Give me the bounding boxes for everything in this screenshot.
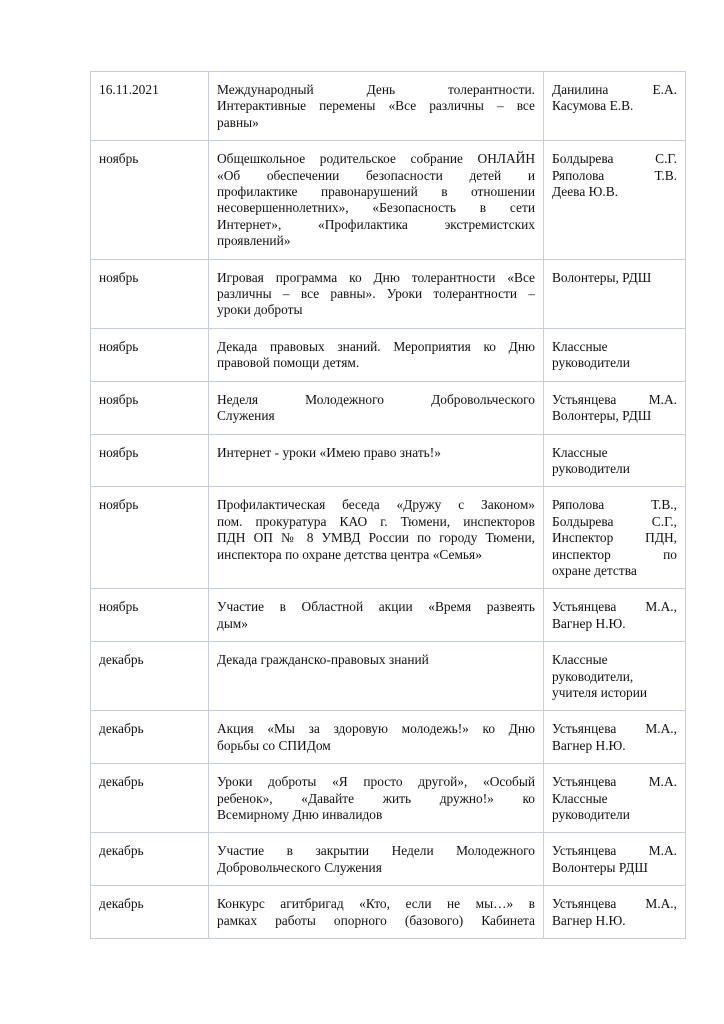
- text-line: Участие в Областной акции «Время развеять: [217, 599, 535, 615]
- event-cell-text: [217, 445, 535, 461]
- text-line: Волонтеры, РДШ: [552, 269, 652, 285]
- event-cell: [209, 642, 544, 711]
- event-cell: [209, 487, 544, 589]
- text-line: ПДН ОП № 8 УМВД России по городу Тюмени,: [217, 530, 535, 546]
- text-line: Добровольческого Служения: [217, 859, 382, 875]
- text-line: ребенок», «Давайте жить дружно!» ко: [217, 790, 535, 806]
- responsible-cell: [544, 764, 686, 833]
- text-line: Всемирному Дню инвалидов: [217, 807, 383, 822]
- text-line: проявлений»: [217, 233, 291, 249]
- text-line: Касумова Е.В.: [552, 98, 634, 114]
- text-line: Неделя Молодежного Добровольческого: [217, 391, 535, 407]
- text-line: Декада гражданско-правовых знаний: [217, 652, 429, 668]
- event-cell-text: [217, 721, 535, 754]
- responsible-cell-text: [552, 721, 677, 754]
- text-line: Конкурс агитбригад «Кто, если не мы…» в: [217, 896, 535, 912]
- responsible-cell: [544, 589, 686, 642]
- event-cell: [209, 259, 544, 328]
- responsible-cell-text: [552, 497, 677, 579]
- responsible-cell: [544, 642, 686, 711]
- event-cell-text: [217, 270, 535, 319]
- text-line: инспектора по охране детства центра «Семья»: [217, 546, 482, 562]
- table-row: [91, 764, 686, 833]
- responsible-cell: [544, 259, 686, 328]
- text-line: Ряполова Т.В.,: [552, 497, 677, 513]
- text-line: Профилактическая беседа «Дружу с Законом»: [217, 497, 535, 513]
- date-cell: ноябрь: [91, 487, 209, 589]
- text-line: Инспектор ПДН,: [552, 530, 677, 546]
- event-cell: [209, 381, 544, 434]
- date-cell: 16.11.2021: [91, 72, 209, 141]
- text-line: Устьянцева М.А.,: [552, 599, 677, 615]
- text-line: различны – все равны». Уроки толерантности –: [217, 286, 535, 302]
- table-row: [91, 487, 686, 589]
- responsible-cell-text: [552, 339, 677, 372]
- text-line: пом. прокуратура КАО г. Тюмени, инспекторов: [217, 513, 535, 529]
- date-cell: декабрь: [91, 833, 209, 886]
- date-cell: декабрь: [91, 764, 209, 833]
- text-line: Вагнер Н.Ю.: [552, 615, 626, 631]
- responsible-cell-text: [552, 843, 677, 876]
- responsible-cell: [544, 328, 686, 381]
- table-row: [91, 589, 686, 642]
- responsible-cell-text: [552, 151, 677, 200]
- responsible-cell-text: [552, 392, 677, 425]
- text-line: Декада правовых знаний. Мероприятия ко Дню: [217, 338, 535, 354]
- event-cell-text: [217, 599, 535, 632]
- table-row: [91, 642, 686, 711]
- text-line: Международный День толерантности.: [217, 82, 535, 97]
- text-line: Болдырева С.Г.: [552, 151, 677, 167]
- event-cell-text: [217, 392, 535, 425]
- text-line: Вагнер Н.Ю.: [552, 912, 626, 928]
- text-line: Уроки доброты «Я просто другой», «Особый: [217, 774, 535, 790]
- text-line: Данилина Е.А.: [552, 82, 677, 97]
- table-row: [91, 381, 686, 434]
- date-cell: декабрь: [91, 711, 209, 764]
- responsible-cell-text: [552, 82, 677, 115]
- text-line: дым»: [217, 615, 248, 631]
- event-cell: [209, 711, 544, 764]
- date-cell: ноябрь: [91, 259, 209, 328]
- event-cell: [209, 886, 544, 939]
- text-line: руководители: [552, 355, 630, 371]
- text-line: учителя истории: [552, 684, 648, 700]
- text-line: «Об обеспечении безопасности детей и: [217, 167, 535, 183]
- text-line: Участие в закрытии Недели Молодежного: [217, 843, 535, 859]
- event-cell-text: [217, 896, 535, 929]
- text-line: Устьянцева М.А.: [552, 774, 677, 790]
- responsible-cell-text: [552, 270, 677, 286]
- text-line: Классные: [552, 790, 608, 806]
- event-cell-text: [217, 774, 535, 823]
- event-cell: [209, 833, 544, 886]
- table-row: [91, 141, 686, 259]
- table-row: [91, 886, 686, 939]
- date-cell: ноябрь: [91, 381, 209, 434]
- text-line: руководители,: [552, 668, 634, 684]
- responsible-cell-text: [552, 652, 677, 701]
- event-cell: [209, 72, 544, 141]
- responsible-cell: [544, 141, 686, 259]
- text-line: Игровая программа ко Дню толерантности «Все: [217, 269, 535, 285]
- responsible-cell: [544, 833, 686, 886]
- text-line: правовой помощи детям.: [217, 355, 360, 371]
- event-cell-text: [217, 339, 535, 372]
- event-cell: [209, 589, 544, 642]
- responsible-cell: [544, 886, 686, 939]
- table-row: [91, 833, 686, 886]
- text-line: несовершеннолетних», «Безопасность в сети: [217, 200, 535, 216]
- responsible-cell: [544, 434, 686, 487]
- responsible-cell: [544, 711, 686, 764]
- text-line: Служения: [217, 408, 275, 424]
- text-line: Классные: [552, 652, 608, 668]
- events-table: [90, 71, 686, 939]
- text-line: Вагнер Н.Ю.: [552, 737, 626, 753]
- event-cell: [209, 141, 544, 259]
- event-cell-text: [217, 843, 535, 876]
- text-line: Болдырева С.Г.,: [552, 513, 677, 529]
- text-line: Устьянцева М.А.,: [552, 721, 677, 737]
- date-cell: ноябрь: [91, 589, 209, 642]
- event-cell: [209, 328, 544, 381]
- date-cell: декабрь: [91, 886, 209, 939]
- table-row: [91, 434, 686, 487]
- text-line: Классные: [552, 444, 608, 460]
- text-line: Устьянцева М.А.,: [552, 896, 677, 912]
- text-line: Ряполова Т.В.: [552, 167, 677, 183]
- responsible-cell: [544, 381, 686, 434]
- text-line: Общешкольное родительское собрание ОНЛАЙН: [217, 151, 535, 167]
- date-cell: ноябрь: [91, 141, 209, 259]
- event-cell: [209, 434, 544, 487]
- text-line: Интернет - уроки «Имею право знать!»: [217, 444, 441, 460]
- responsible-cell: [544, 487, 686, 589]
- text-line: профилактике правонарушений в отношении: [217, 184, 535, 200]
- responsible-cell-text: [552, 599, 677, 632]
- table-row: [91, 259, 686, 328]
- event-cell-text: [217, 497, 535, 563]
- text-line: Волонтеры, РДШ: [552, 408, 652, 424]
- event-cell-text: [217, 652, 535, 668]
- text-line: Устьянцева М.А.: [552, 391, 677, 407]
- date-cell: ноябрь: [91, 328, 209, 381]
- text-line: инспектор по: [552, 546, 677, 562]
- responsible-cell-text: [552, 445, 677, 478]
- event-cell-text: [217, 151, 535, 249]
- events-table-body: [91, 72, 686, 939]
- text-line: рамках работы опорного (базового) Кабинета: [217, 912, 535, 928]
- text-line: равны»: [217, 114, 259, 130]
- text-line: руководители: [552, 807, 630, 822]
- date-cell: декабрь: [91, 642, 209, 711]
- text-line: Интернет», «Профилактика экстремистских: [217, 216, 535, 232]
- text-line: Классные: [552, 338, 608, 354]
- text-line: охране детства: [552, 562, 637, 578]
- text-line: Деева Ю.В.: [552, 184, 619, 200]
- date-cell: ноябрь: [91, 434, 209, 487]
- text-line: Волонтеры РДШ: [552, 859, 648, 875]
- responsible-cell: [544, 72, 686, 141]
- event-cell-text: [217, 82, 535, 131]
- text-line: уроки доброты: [217, 302, 303, 318]
- text-line: руководители: [552, 460, 630, 476]
- text-line: Интерактивные перемены «Все различны – все: [217, 98, 535, 114]
- text-line: борьбы со СПИДом: [217, 737, 331, 753]
- text-line: Акция «Мы за здоровую молодежь!» ко Дню: [217, 721, 535, 737]
- table-row: [91, 328, 686, 381]
- text-line: Устьянцева М.А.: [552, 843, 677, 859]
- responsible-cell-text: [552, 774, 677, 823]
- table-row: [91, 711, 686, 764]
- table-row: [91, 72, 686, 141]
- responsible-cell-text: [552, 896, 677, 929]
- event-cell: [209, 764, 544, 833]
